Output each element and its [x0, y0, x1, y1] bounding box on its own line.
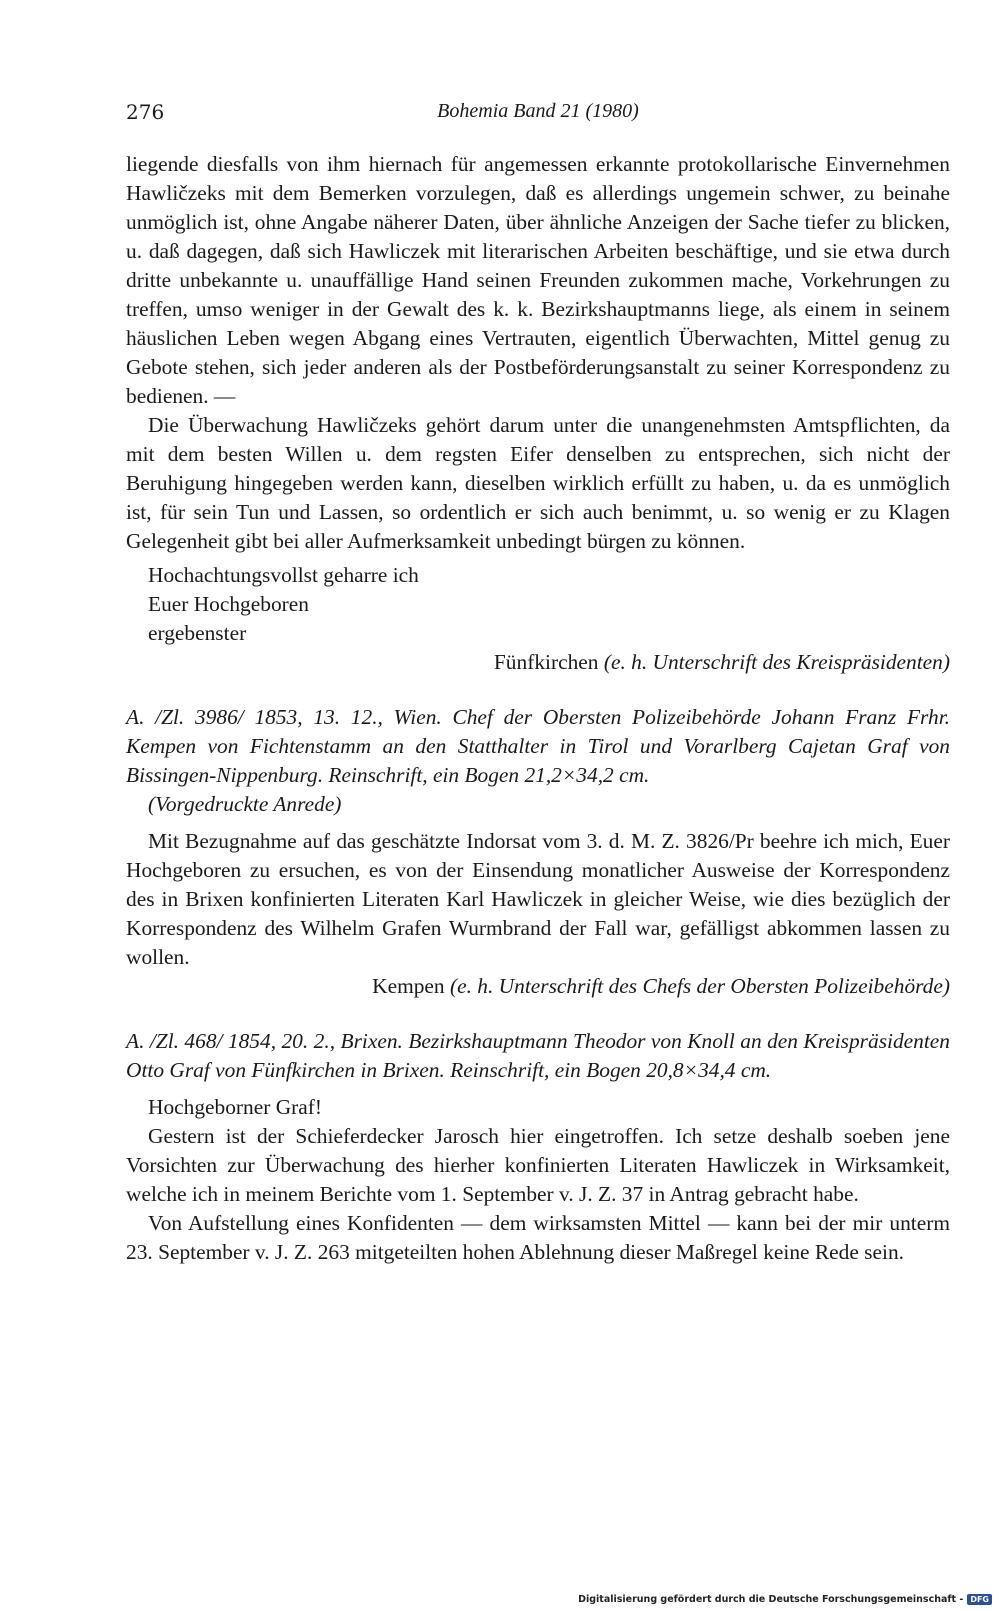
dfg-logo-icon: DFG: [967, 1594, 992, 1605]
letter1-closing: [126, 561, 950, 648]
spacer: [126, 1085, 950, 1093]
running-title: Bohemia Band 21 (1980): [437, 100, 639, 122]
spacer: [126, 819, 950, 827]
letter3-heading: A. /Zl. 468/ 1854, 20. 2., Brixen. Bezirkshauptmann Theodor von Knoll an den Kreispräsidenten Otto Graf von Fünfkirchen in Brixen. Reinschrift, ein Bogen 20,8×34,4 cm.: [126, 1029, 950, 1082]
letter2-signature: [126, 972, 950, 1001]
letter3-salutation: Hochgeborner Graf!: [148, 1095, 323, 1119]
letter1-paragraph-1: liegende diesfalls von ihm hiernach für angemessen erkannte protokollarische Einvernehmen Hawličzeks mit dem Bemerken vorzulegen, daß es allerdings ungemein schwer, zu beinahe unmöglich ist, ohne Angabe näherer Daten, über ähnliche Anzeigen der Sache tiefer zu blicken, u. daß dagegen, daß sich Hawliczek mit literarischen Arbeiten beschäftige, und sie etwa durch dritte unbekannte u. unauffällige Hand seinen Freunden zukommen mache, Vorkehrungen zu treffen, umso weniger in der Gewalt des k. k. Bezirkshauptmanns liege, als einem in seinem häuslichen Leben wegen Abgang eines Vertrauten, eigentlich Überwachten, Mittel genug zu Gebote stehen, sich jeder anderen als der Postbeförderungsanstalt zu seiner Korrespondenz zu bedienen. —: [126, 152, 950, 408]
letter3-paragraph-2: Von Aufstellung eines Konfidenten — dem wirksamsten Mittel — kann bei der mir unterm 23. September v. J. Z. 263 mitgeteilten hohen Ablehnung dieser Maßregel keine Rede sein.: [126, 1211, 950, 1264]
signature-note: (e. h. Unterschrift des Chefs der Obersten Polizeibehörde): [449, 974, 950, 998]
closing-line-1: Hochachtungsvollst geharre ich: [148, 563, 419, 587]
signature-note: (e. h. Unterschrift des Kreispräsidenten): [603, 650, 950, 674]
letter3-paragraph-1: Gestern ist der Schieferdecker Jarosch hier eingetroffen. Ich setze deshalb soeben jene Vorsichten zur Überwachung des hierher konfinierten Literaten Hawliczek in Wirksamkeit, welche ich in meinem Berichte vom 1. September v. J. Z. 37 in Antrag gebracht habe.: [126, 1124, 950, 1206]
letter2-anrede: [126, 790, 950, 819]
signature-name: Kempen: [372, 974, 445, 998]
closing-line-3: ergebenster: [148, 621, 247, 645]
spacer: [126, 1001, 950, 1027]
digitization-footer: [578, 1594, 992, 1605]
signature-name: Fünfkirchen: [493, 650, 599, 674]
letter1-paragraph-2: Die Überwachung Hawličzeks gehört darum unter die unangenehmsten Amtspflichten, da mit dem besten Willen u. dem regsten Eifer denselben zu entsprechen, sich nicht der Beruhigung hingegeben werden kann, dieselben wirklich erfüllt zu haben, u. da es unmöglich ist, für sein Tun und Lassen, so ordentlich er sich auch benimmt, u. so wenig er zu Klagen Gelegenheit gibt bei aller Aufmerksamkeit unbedingt bürgen zu können.: [126, 413, 950, 553]
anrede-text: (Vorgedruckte Anrede): [148, 792, 342, 816]
page-body: [126, 150, 950, 1267]
letter2-paragraph-1: Mit Bezugnahme auf das geschätzte Indorsat vom 3. d. M. Z. 3826/Pr beehre ich mich, Euer Hochgeboren zu ersuchen, es von der Einsendung monatlicher Ausweise der Korrespondenz des in Brixen konfinierten Literaten Karl Hawliczek in gleicher Weise, wie dies bezüglich der Korrespondenz des Wilhelm Grafen Wurmbrand der Fall war, gefälligst abkommen lassen zu wollen.: [126, 829, 950, 969]
page-header: [126, 100, 950, 130]
footer-text: Digitalisierung gefördert durch die Deutsche Forschungsgemeinschaft -: [578, 1594, 964, 1605]
letter2-heading: A. /Zl. 3986/ 1853, 13. 12., Wien. Chef der Obersten Polizeibehörde Johann Franz Frhr. Kempen von Fichtenstamm an den Statthalter in Tirol und Vorarlberg Cajetan Graf von Bissingen-Nippenburg. Reinschrift, ein Bogen 21,2×34,2 cm.: [126, 705, 950, 787]
closing-line-2: Euer Hochgeboren: [148, 592, 309, 616]
spacer: [126, 677, 950, 703]
letter1-signature: [126, 648, 950, 677]
page-number: 276: [126, 100, 165, 124]
